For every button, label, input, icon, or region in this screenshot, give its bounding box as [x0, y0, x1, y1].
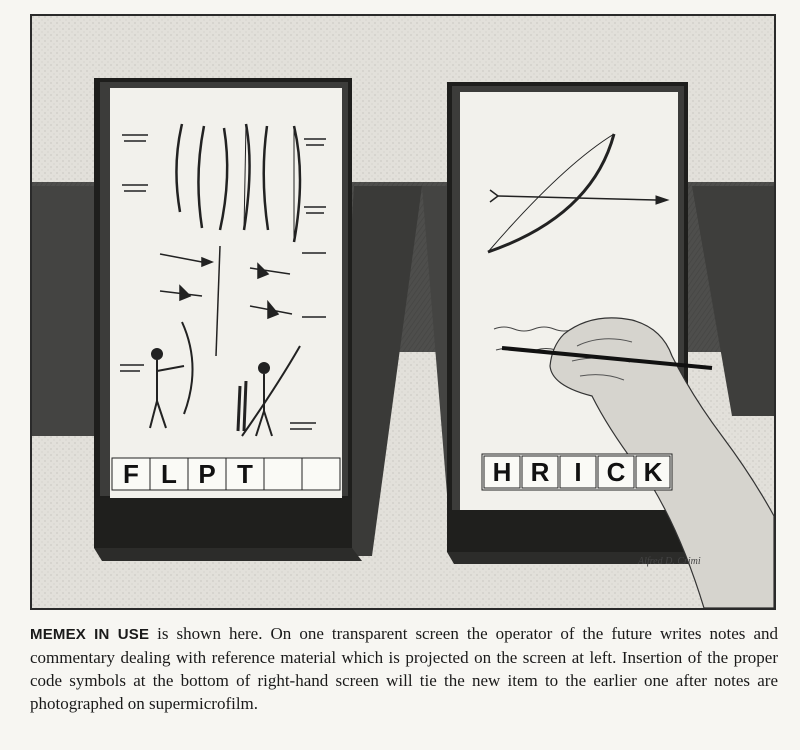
caption — [30, 622, 778, 715]
left-code-letter: F — [123, 459, 139, 489]
right-code-letter: H — [492, 457, 512, 487]
left-code-letter: P — [198, 459, 216, 489]
right-code-letter: R — [530, 457, 550, 487]
right-code-letter: C — [606, 457, 626, 487]
left-screen — [94, 78, 362, 561]
right-code-letter: K — [643, 457, 663, 487]
artist-signature: Alfred D. Crimi — [638, 556, 701, 567]
right-code-letter: I — [574, 457, 582, 487]
left-code-letter: L — [161, 459, 177, 489]
left-code-letter: T — [237, 459, 253, 489]
caption-body: is shown here. On one transparent screen the operator of the future writes notes and commentary dealing with reference material which is projected on the screen at left. Insertion of the proper code symbols at the bottom of right-hand screen will tie the new item to the earlier one after notes are photographed on supermicrofilm. — [30, 624, 779, 713]
memex-illustration — [30, 14, 776, 610]
caption-lead: MEMEX IN USE — [30, 626, 150, 643]
